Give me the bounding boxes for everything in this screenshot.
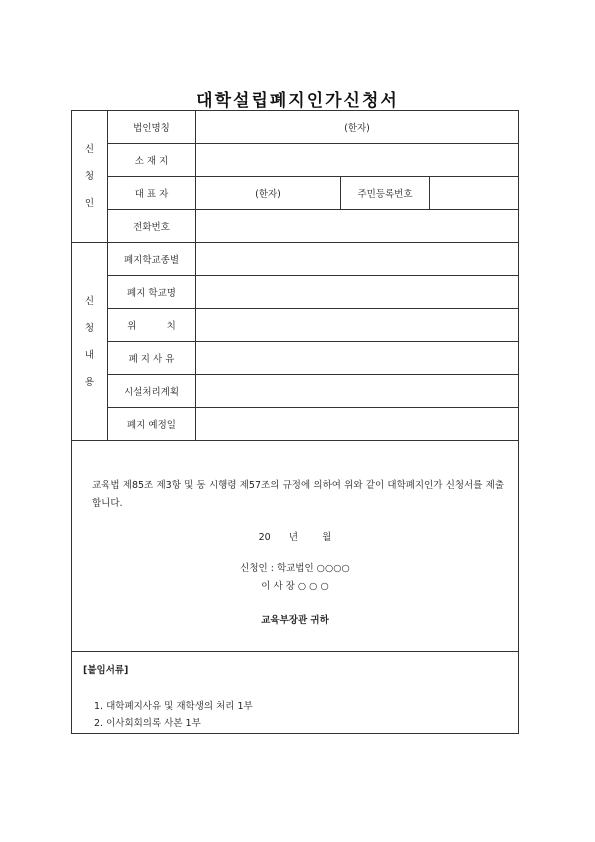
form-title: 대학설립폐지인가신청서 xyxy=(196,91,399,111)
school-name-label: 폐지 학교명 xyxy=(108,276,196,309)
attachment-item: 1. 대학폐지사유 및 재학생의 처리 1부 xyxy=(94,701,253,712)
facility-plan-field[interactable] xyxy=(196,375,519,408)
phone-label: 전화번호 xyxy=(108,210,196,243)
reason-field[interactable] xyxy=(196,342,519,375)
corp-name-hanja-hint: (한자) xyxy=(344,123,370,134)
application-form xyxy=(71,110,519,734)
representative-label: 대 표 자 xyxy=(108,177,196,210)
phone-field[interactable] xyxy=(196,210,519,243)
reason-label: 폐 지 사 유 xyxy=(108,342,196,375)
school-name-field[interactable] xyxy=(196,276,519,309)
declaration-section xyxy=(72,441,519,652)
corp-name-field[interactable] xyxy=(196,111,519,144)
attachments-section xyxy=(72,652,519,734)
location-label: 위 치 xyxy=(108,309,196,342)
school-type-field[interactable] xyxy=(196,243,519,276)
chair-line: 이 사 장 ○ ○ ○ xyxy=(261,581,329,592)
facility-plan-label: 시설처리계획 xyxy=(108,375,196,408)
representative-hanja-hint: (한자) xyxy=(255,189,281,200)
location-field[interactable] xyxy=(196,309,519,342)
applicant-line: 신청인 : 학교법인 ○○○○ xyxy=(240,563,350,574)
resident-number-field[interactable] xyxy=(430,177,519,210)
attachments-list xyxy=(94,698,518,732)
scheduled-date-field[interactable] xyxy=(196,408,519,441)
corp-name-label: 법인명칭 xyxy=(108,111,196,144)
addressee: 교육부장관 귀하 xyxy=(261,615,329,626)
applicant-group-label: 신 청 인 xyxy=(72,111,108,243)
request-group-label: 신 청 내 용 xyxy=(72,243,108,441)
address-field[interactable] xyxy=(196,144,519,177)
resident-number-label: 주민등록번호 xyxy=(341,177,430,210)
attachments-title: [붙임서류] xyxy=(83,665,129,676)
attachment-item: 2. 이사회회의록 사본 1부 xyxy=(94,718,201,729)
date-line: 20 년 월 xyxy=(258,532,332,543)
declaration-text: 교육법 제85조 제3항 및 동 시행령 제57조의 규정에 의하여 위와 같이 대학폐지인가 신청서를 제출합니다. xyxy=(92,480,505,509)
school-type-label: 폐지학교종별 xyxy=(108,243,196,276)
scheduled-date-label: 폐지 예정일 xyxy=(108,408,196,441)
representative-field[interactable] xyxy=(196,177,341,210)
address-label: 소 재 지 xyxy=(108,144,196,177)
